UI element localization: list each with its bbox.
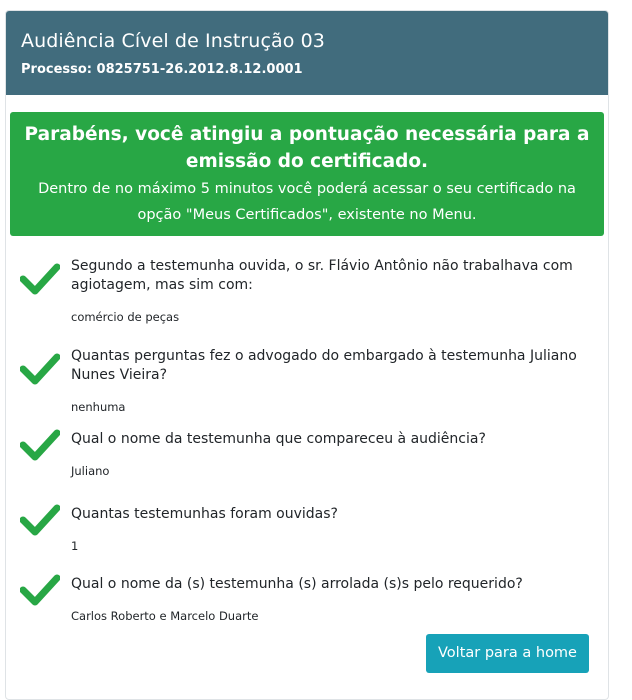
result-card <box>5 10 609 700</box>
question-text: Quantas perguntas fez o advogado do embargado à testemunha Juliano Nunes Vieira? <box>71 348 577 383</box>
list-item <box>6 248 608 338</box>
check-icon <box>20 428 60 462</box>
list-item <box>6 566 608 636</box>
question-list <box>6 248 608 636</box>
process-number: Processo: 0825751-26.2012.8.12.0001 <box>21 62 303 77</box>
answer-text: comércio de peças <box>71 310 180 324</box>
list-item <box>6 496 608 566</box>
success-alert <box>10 112 604 236</box>
answer-text: Carlos Roberto e Marcelo Duarte <box>71 609 259 623</box>
answer-text: Juliano <box>71 464 110 478</box>
question-text: Qual o nome da (s) testemunha (s) arrolada (s)s pelo requerido? <box>71 576 523 592</box>
list-item <box>6 338 608 421</box>
question-text: Qual o nome da testemunha que compareceu à audiência? <box>71 431 486 447</box>
check-icon <box>20 573 60 607</box>
check-icon <box>20 262 60 296</box>
check-icon <box>20 352 60 386</box>
card-header <box>6 11 608 95</box>
question-text: Quantas testemunhas foram ouvidas? <box>71 506 338 522</box>
home-button[interactable]: Voltar para a home <box>426 634 589 673</box>
answer-text: nenhuma <box>71 400 126 414</box>
page-title: Audiência Cível de Instrução 03 <box>21 30 325 52</box>
check-icon <box>20 503 60 537</box>
alert-text: Dentro de no máximo 5 minutos você poderá acessar o seu certificado na opção "Meus Certificados", existente no Menu. <box>38 181 576 223</box>
question-text: Segundo a testemunha ouvida, o sr. Flávio Antônio não trabalhava com agiotagem, mas sim com: <box>71 258 573 293</box>
list-item <box>6 421 608 496</box>
answer-text: 1 <box>71 539 79 553</box>
alert-title: Parabéns, você atingiu a pontuação necessária para a emissão do certificado. <box>24 124 590 172</box>
